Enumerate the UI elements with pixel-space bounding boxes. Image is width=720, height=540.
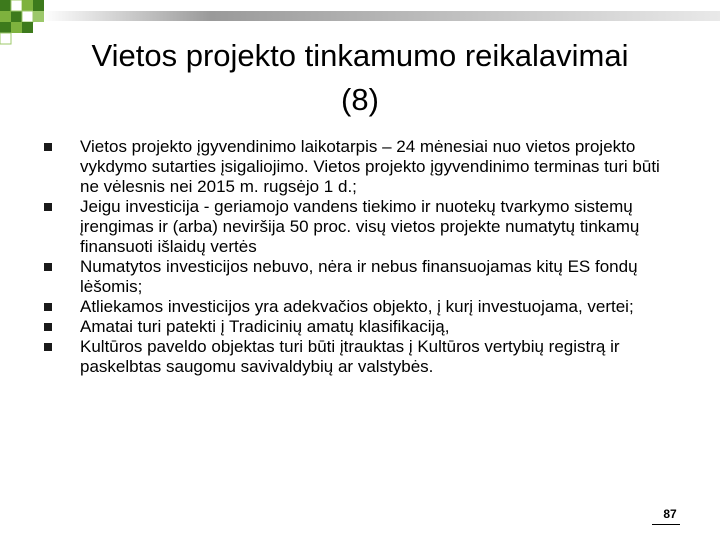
bullet-list [44,137,674,377]
square-dark [0,0,11,11]
header-bar [42,11,720,21]
bullet-text: Vietos projekto įgyvendinimo laikotarpis – 24 mėnesiai nuo vietos projekto vykdymo sutarties įsigaliojimo. Vietos projekto įgyvendinimo terminas turi būti ne vėlesnis nei 2015 m. rugsėjo 1 d.; [80,137,660,196]
bullet-item [44,257,674,297]
square-bullet-icon [44,203,52,211]
square-light [11,22,22,33]
square-bullet-icon [44,323,52,331]
square-light [22,0,33,11]
bullet-item [44,297,674,317]
slide-title: Vietos projekto tinkamumo reikalavimai (8) [91,38,629,117]
square-dark [0,22,11,33]
square-light [0,11,11,22]
bullet-item [44,137,674,197]
bullet-text: Kultūros paveldo objektas turi būti įtrauktas į Kultūros vertybių registrą ir paskelbtas saugomu savivaldybių ar valstybės. [80,337,620,376]
bullet-text: Jeigu investicija - geriamojo vandens tiekimo ir nuotekų tvarkymo sistemų įrengimas ir (arba) neviršija 50 proc. visų vietos projekte numatytų tinkamų finansuoti išlaidų vertės [80,197,640,256]
page-number-underline [652,524,680,525]
square-light [22,11,33,22]
square-light [33,0,44,11]
bullet-item [44,337,674,377]
square-bullet-icon [44,263,52,271]
square-bullet-icon [44,303,52,311]
square-light [11,0,22,11]
bullet-item [44,317,674,337]
square-bullet-icon [44,343,52,351]
square-light [0,33,11,44]
bullet-text: Atliekamos investicijos yra adekvačios objekto, į kurį investuojama, vertei; [80,297,634,316]
bullet-item [44,197,674,257]
square-dark [11,11,22,22]
square-light [22,22,33,33]
bullet-text: Amatai turi patekti į Tradicinių amatų klasifikaciją, [80,317,450,336]
page-number: 87 [663,507,677,521]
square-bullet-icon [44,143,52,151]
bullet-text: Numatytos investicijos nebuvo, nėra ir nebus finansuojamas kitų ES fondų lėšomis; [80,257,638,296]
square-light [33,11,44,22]
